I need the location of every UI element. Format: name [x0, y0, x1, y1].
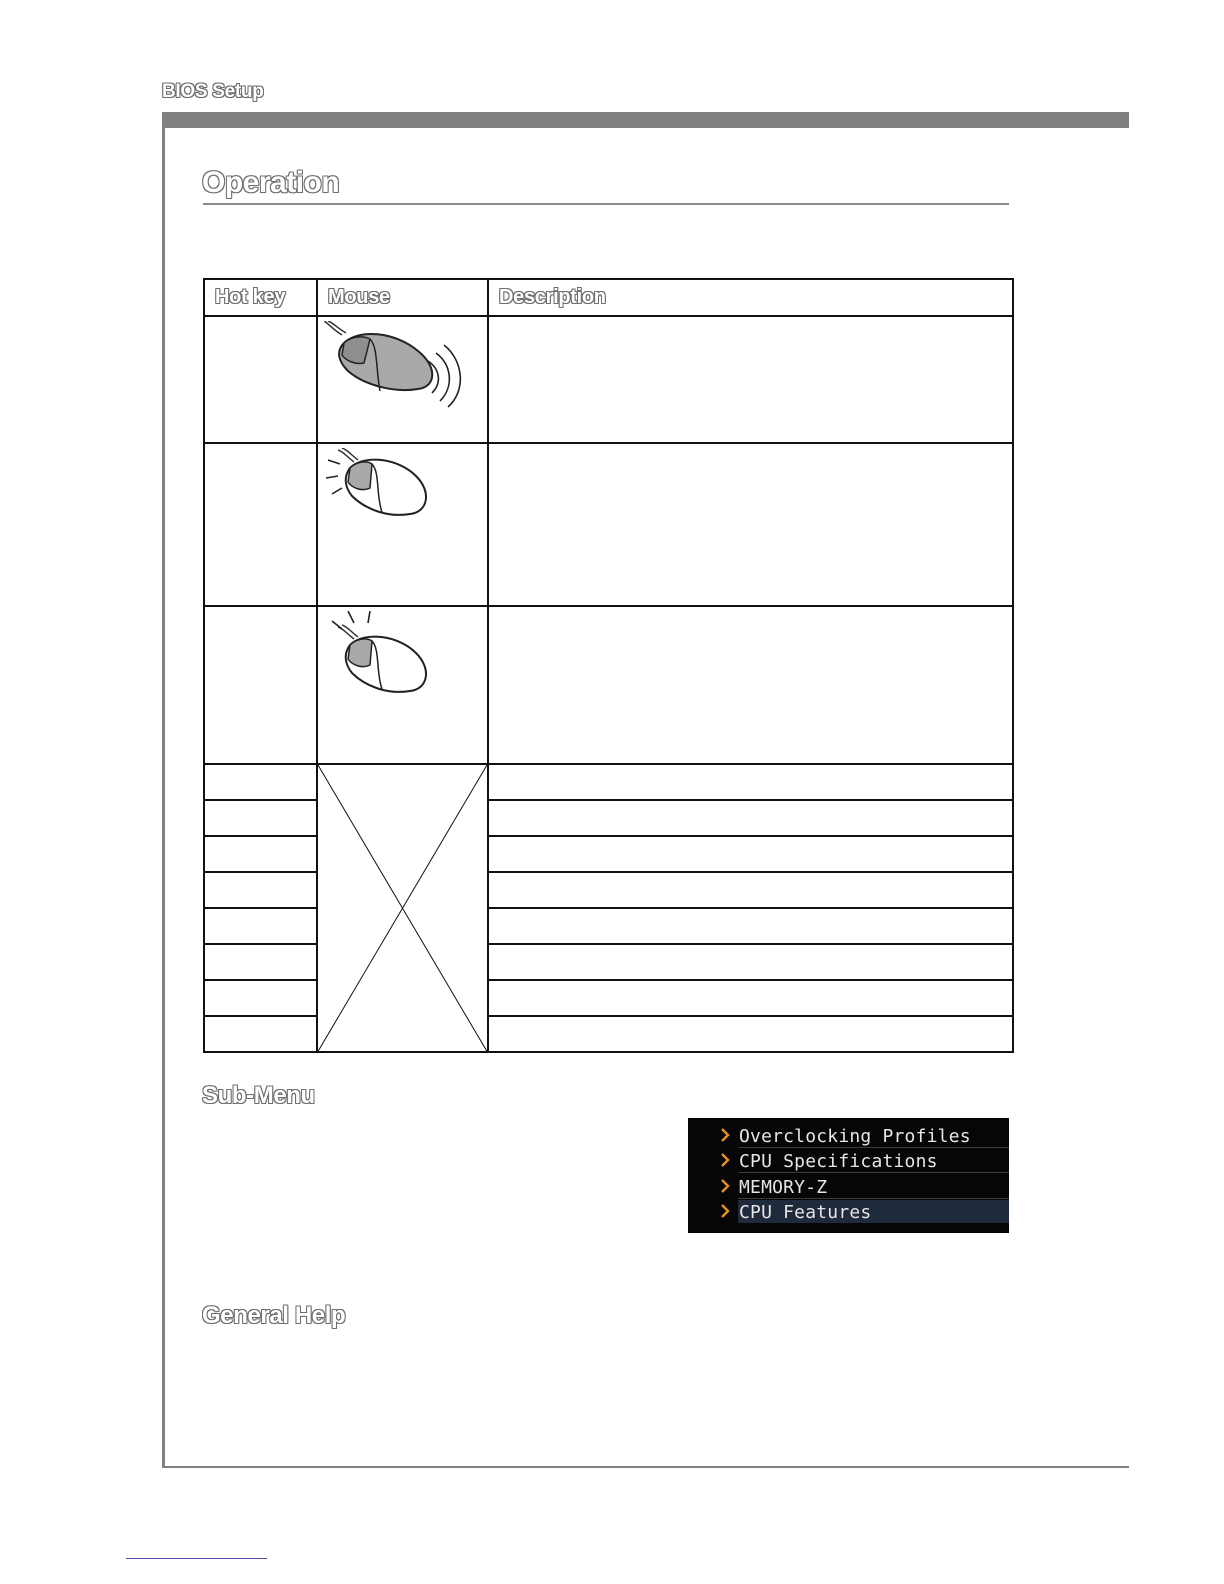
mouse-not-applicable-cell — [317, 764, 488, 1052]
description-cell — [488, 316, 1013, 443]
running-header: BIOS Setup — [162, 81, 264, 102]
hotkey-table — [203, 278, 1014, 1053]
table-row — [204, 443, 1013, 606]
chevron-right-icon — [720, 1153, 730, 1167]
top-bar — [163, 112, 1129, 128]
mouse-left-click-icon — [324, 448, 444, 528]
section-underline — [203, 203, 1009, 205]
description-cell — [488, 944, 1013, 980]
mouse-cell — [317, 443, 488, 606]
hotkey-cell — [204, 872, 317, 908]
hotkey-cell — [204, 980, 317, 1016]
hotkey-cell — [204, 764, 317, 800]
sub-menu-item-label: Overclocking Profiles — [739, 1126, 971, 1147]
description-cell — [488, 800, 1013, 836]
hotkey-cell — [204, 836, 317, 872]
chevron-right-icon — [720, 1204, 730, 1218]
sub-menu-item-label: CPU Specifications — [739, 1151, 938, 1172]
section-title-sub-menu: Sub-Menu — [202, 1082, 315, 1109]
mouse-cell — [317, 316, 488, 443]
hotkey-cell — [204, 316, 317, 443]
description-cell — [488, 980, 1013, 1016]
sub-menu-screenshot — [688, 1118, 1009, 1233]
sub-menu-item[interactable] — [688, 1174, 1009, 1199]
hotkey-cell — [204, 908, 317, 944]
hotkey-cell — [204, 800, 317, 836]
sub-menu-item[interactable] — [688, 1123, 1009, 1148]
mouse-cell — [317, 606, 488, 763]
not-applicable-cross-icon — [318, 765, 487, 1051]
table-header-row — [204, 279, 1013, 316]
description-cell — [488, 872, 1013, 908]
description-cell — [488, 443, 1013, 606]
column-header-description: Description — [488, 279, 1013, 316]
description-cell — [488, 1016, 1013, 1052]
left-rule — [162, 112, 165, 1468]
description-cell — [488, 606, 1013, 763]
sub-menu-item-label: MEMORY-Z — [739, 1177, 828, 1198]
hotkey-cell — [204, 606, 317, 763]
chevron-right-icon — [720, 1128, 730, 1142]
section-title-general-help: General Help — [202, 1302, 346, 1329]
table-row — [204, 316, 1013, 443]
bottom-rule — [162, 1466, 1129, 1468]
footer-link-underline — [126, 1558, 267, 1559]
sub-menu-item-selected[interactable] — [688, 1199, 1009, 1224]
description-cell — [488, 764, 1013, 800]
section-title-operation: Operation — [202, 166, 340, 199]
hotkey-cell — [204, 443, 317, 606]
sub-menu-item-label: CPU Features — [739, 1202, 872, 1223]
table-row — [204, 764, 1013, 800]
hotkey-cell — [204, 1016, 317, 1052]
hotkey-cell — [204, 944, 317, 980]
column-header-mouse: Mouse — [317, 279, 488, 316]
mouse-double-click-icon — [324, 611, 444, 701]
column-header-hotkey: Hot key — [204, 279, 317, 316]
table-row — [204, 606, 1013, 763]
sub-menu-item[interactable] — [688, 1148, 1009, 1173]
chevron-right-icon — [720, 1179, 730, 1193]
mouse-move-icon — [324, 321, 474, 417]
description-cell — [488, 836, 1013, 872]
description-cell — [488, 908, 1013, 944]
